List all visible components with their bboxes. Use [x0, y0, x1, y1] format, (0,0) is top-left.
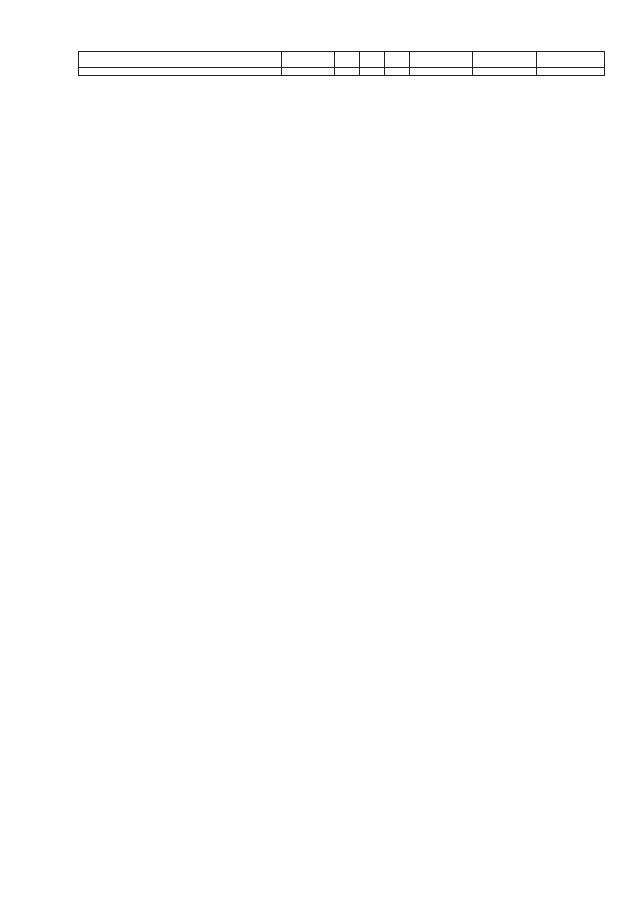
header-pr: [360, 52, 385, 68]
column-number: [410, 68, 473, 76]
header-cs: [282, 52, 335, 68]
header-name: [79, 52, 282, 68]
header-rz: [335, 52, 360, 68]
column-number: [79, 68, 282, 76]
header-sum-2023: [537, 52, 605, 68]
column-number: [335, 68, 360, 76]
column-number: [282, 68, 335, 76]
column-number: [385, 68, 410, 76]
column-number: [473, 68, 537, 76]
header-sum-2022: [473, 52, 537, 68]
budget-table: [78, 51, 605, 76]
column-number: [360, 68, 385, 76]
header-vr: [385, 52, 410, 68]
header-sum-2021: [410, 52, 473, 68]
column-number-row: [79, 68, 605, 76]
header-row: [79, 52, 605, 68]
column-number: [537, 68, 605, 76]
